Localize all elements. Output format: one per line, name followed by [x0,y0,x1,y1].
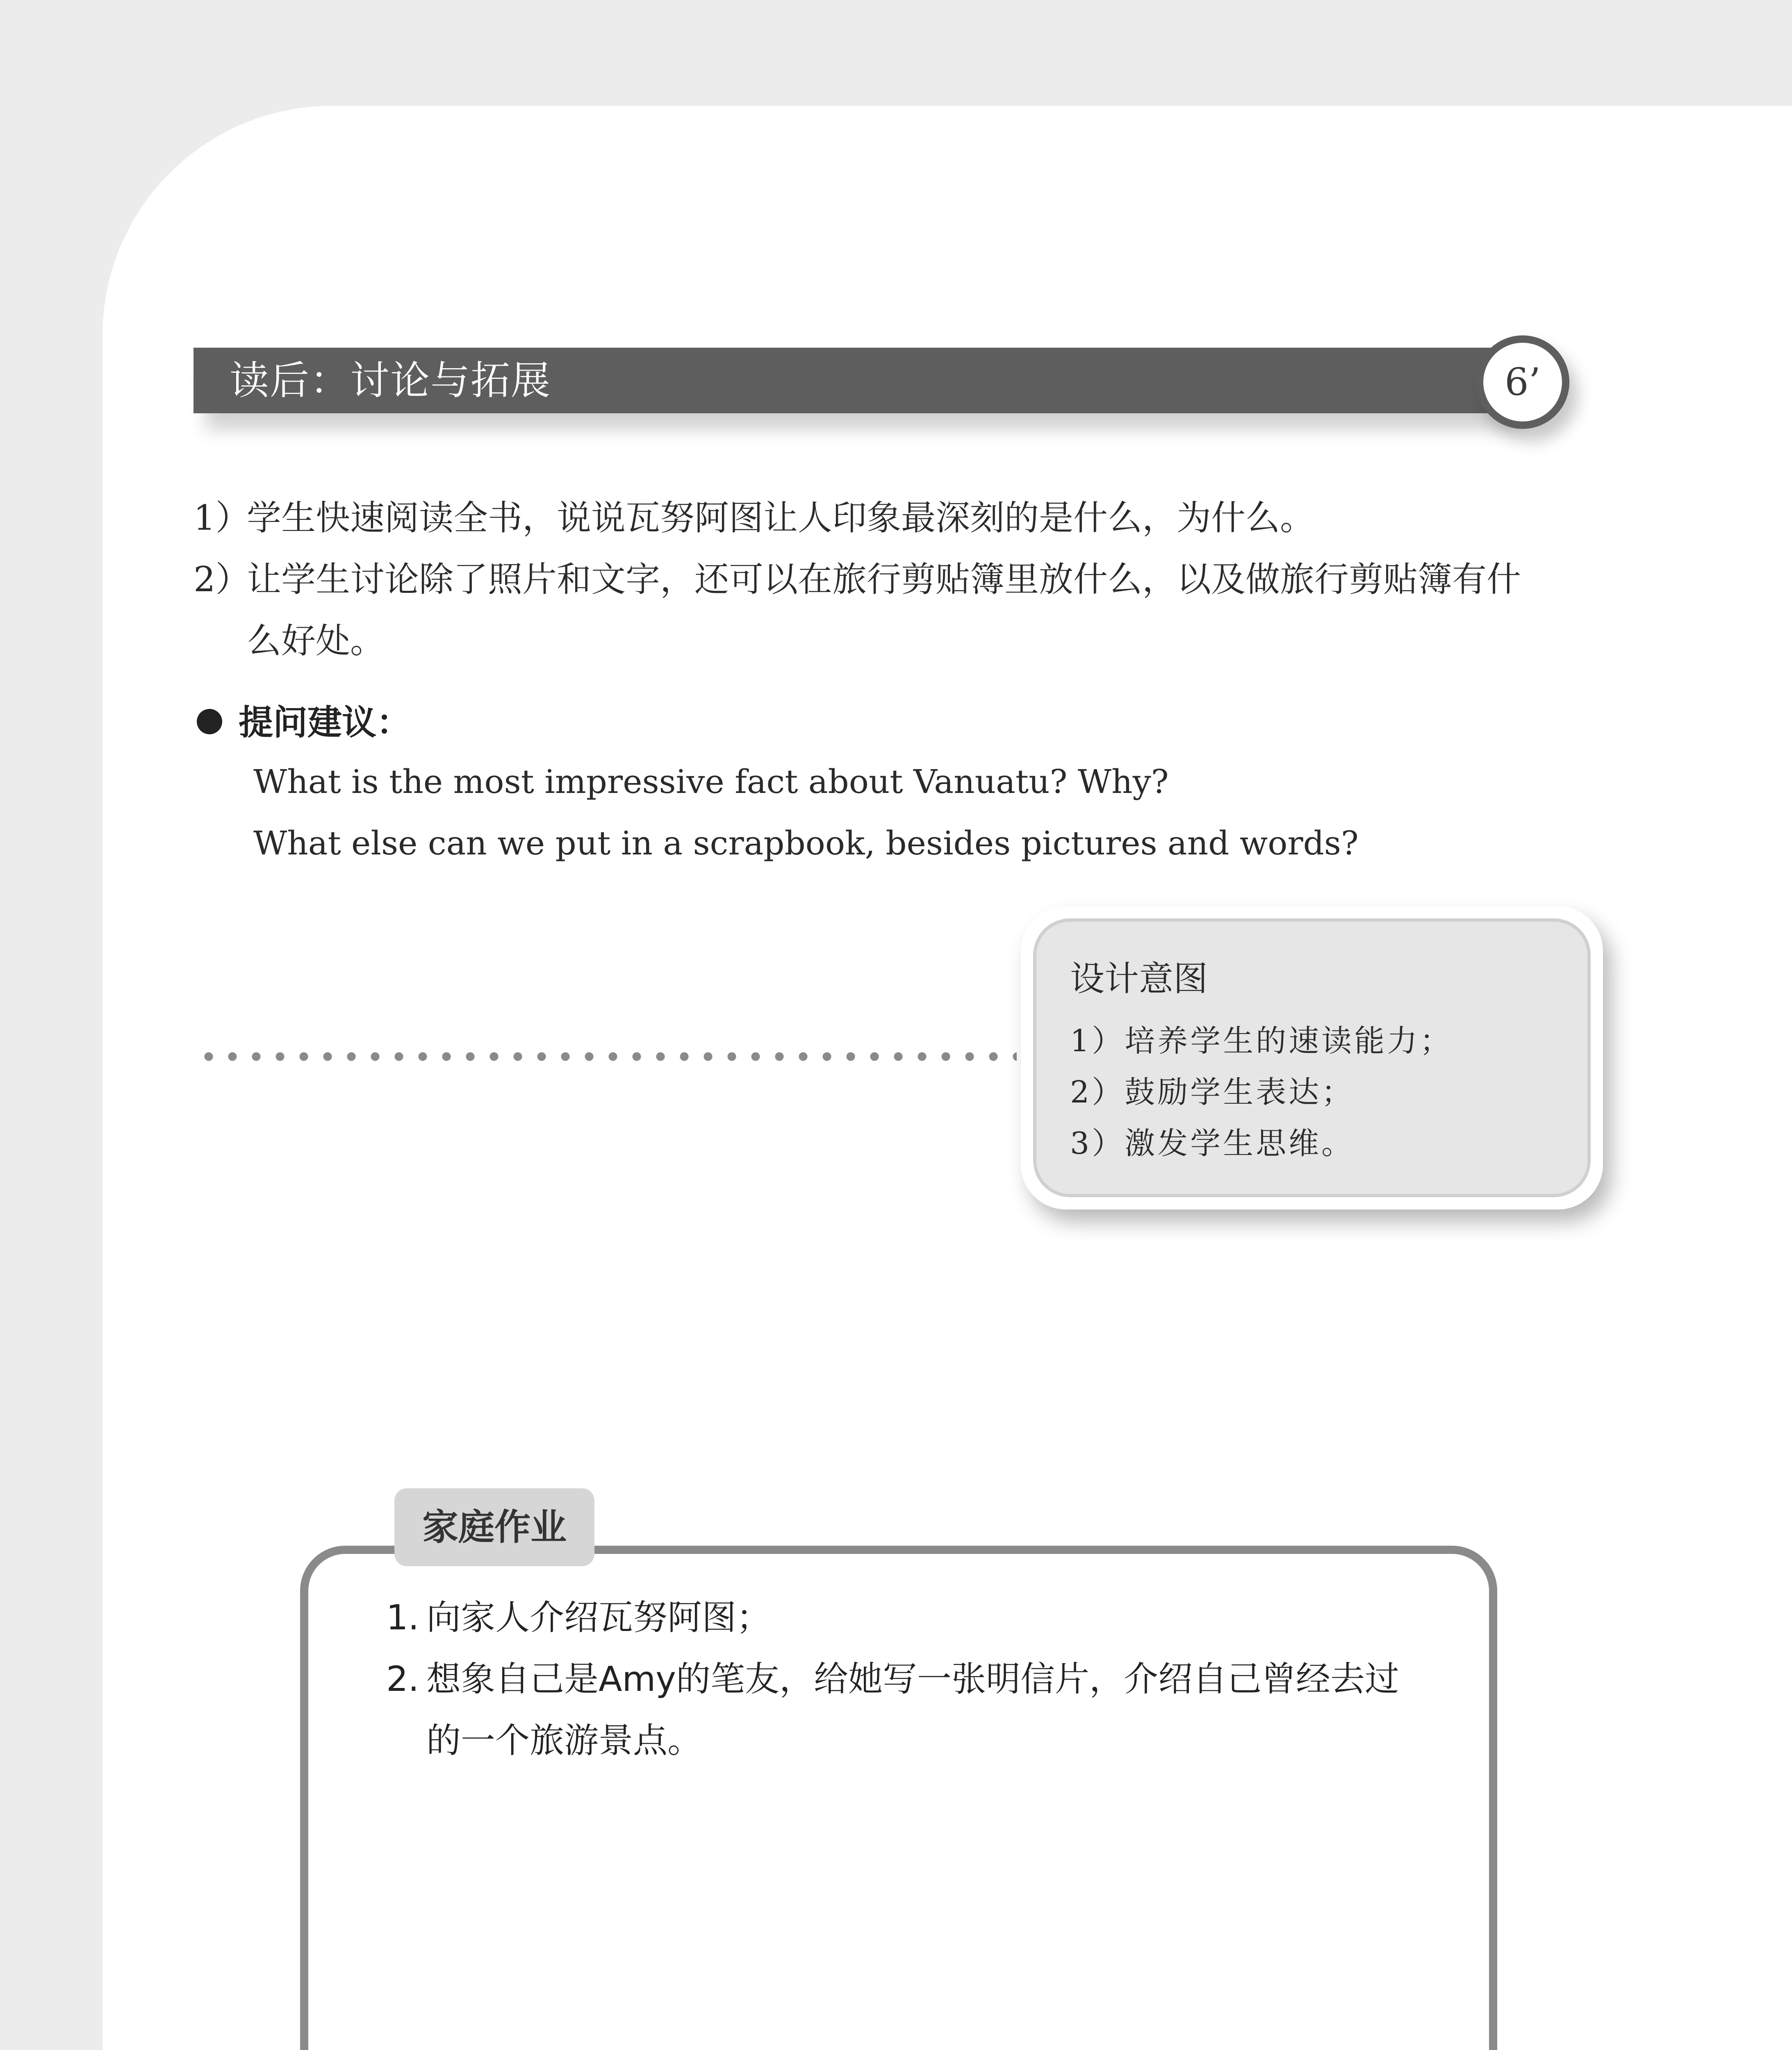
design-intent-item: 2）鼓励学生表达； [1070,1075,1355,1110]
design-intent-title: 设计意图 [1070,959,1208,999]
design-intent-item: 1）培养学生的速读能力； [1070,1023,1453,1059]
homework-text: 想象自己是Amy的笔友，给她写一张明信片，介绍自己曾经去过 [426,1659,1400,1699]
homework-number: 2. [386,1659,419,1699]
homework-title: 家庭作业 [422,1506,567,1548]
homework-number: 1. [386,1597,419,1638]
homework-item [386,1587,771,1648]
homework-item [386,1648,1399,1710]
tips-heading-label: 提问建议： [239,702,411,743]
homework-text-continuation: 的一个旅游景点。 [426,1720,702,1761]
section-title: 读后：讨论与拓展 [230,358,551,403]
dotted-divider [197,1050,1017,1063]
question-item: What else can we put in a scrapbook, besides pictures and words? [253,824,1359,862]
step-text: 学生快速阅读全书，说说瓦努阿图让人印象最深刻的是什么，为什么。 [247,498,1315,538]
time-badge: 6’ [1476,335,1569,429]
tips-heading [197,695,411,745]
step-number: 2） [194,559,250,599]
step-text-continuation: 么好处。 [247,621,385,661]
step-text: 让学生讨论除了照片和文字，还可以在旅行剪贴簿里放什么，以及做旅行剪贴簿有什 [247,559,1521,599]
bullet-icon [197,709,222,734]
step-number: 1） [194,498,250,538]
step-item [194,549,1521,610]
design-intent-item: 3）激发学生思维。 [1070,1126,1355,1161]
homework-text: 向家人介绍瓦努阿图； [426,1597,771,1638]
question-item: What is the most impressive fact about Vanuatu? Why? [253,763,1169,801]
step-item [194,487,1314,549]
